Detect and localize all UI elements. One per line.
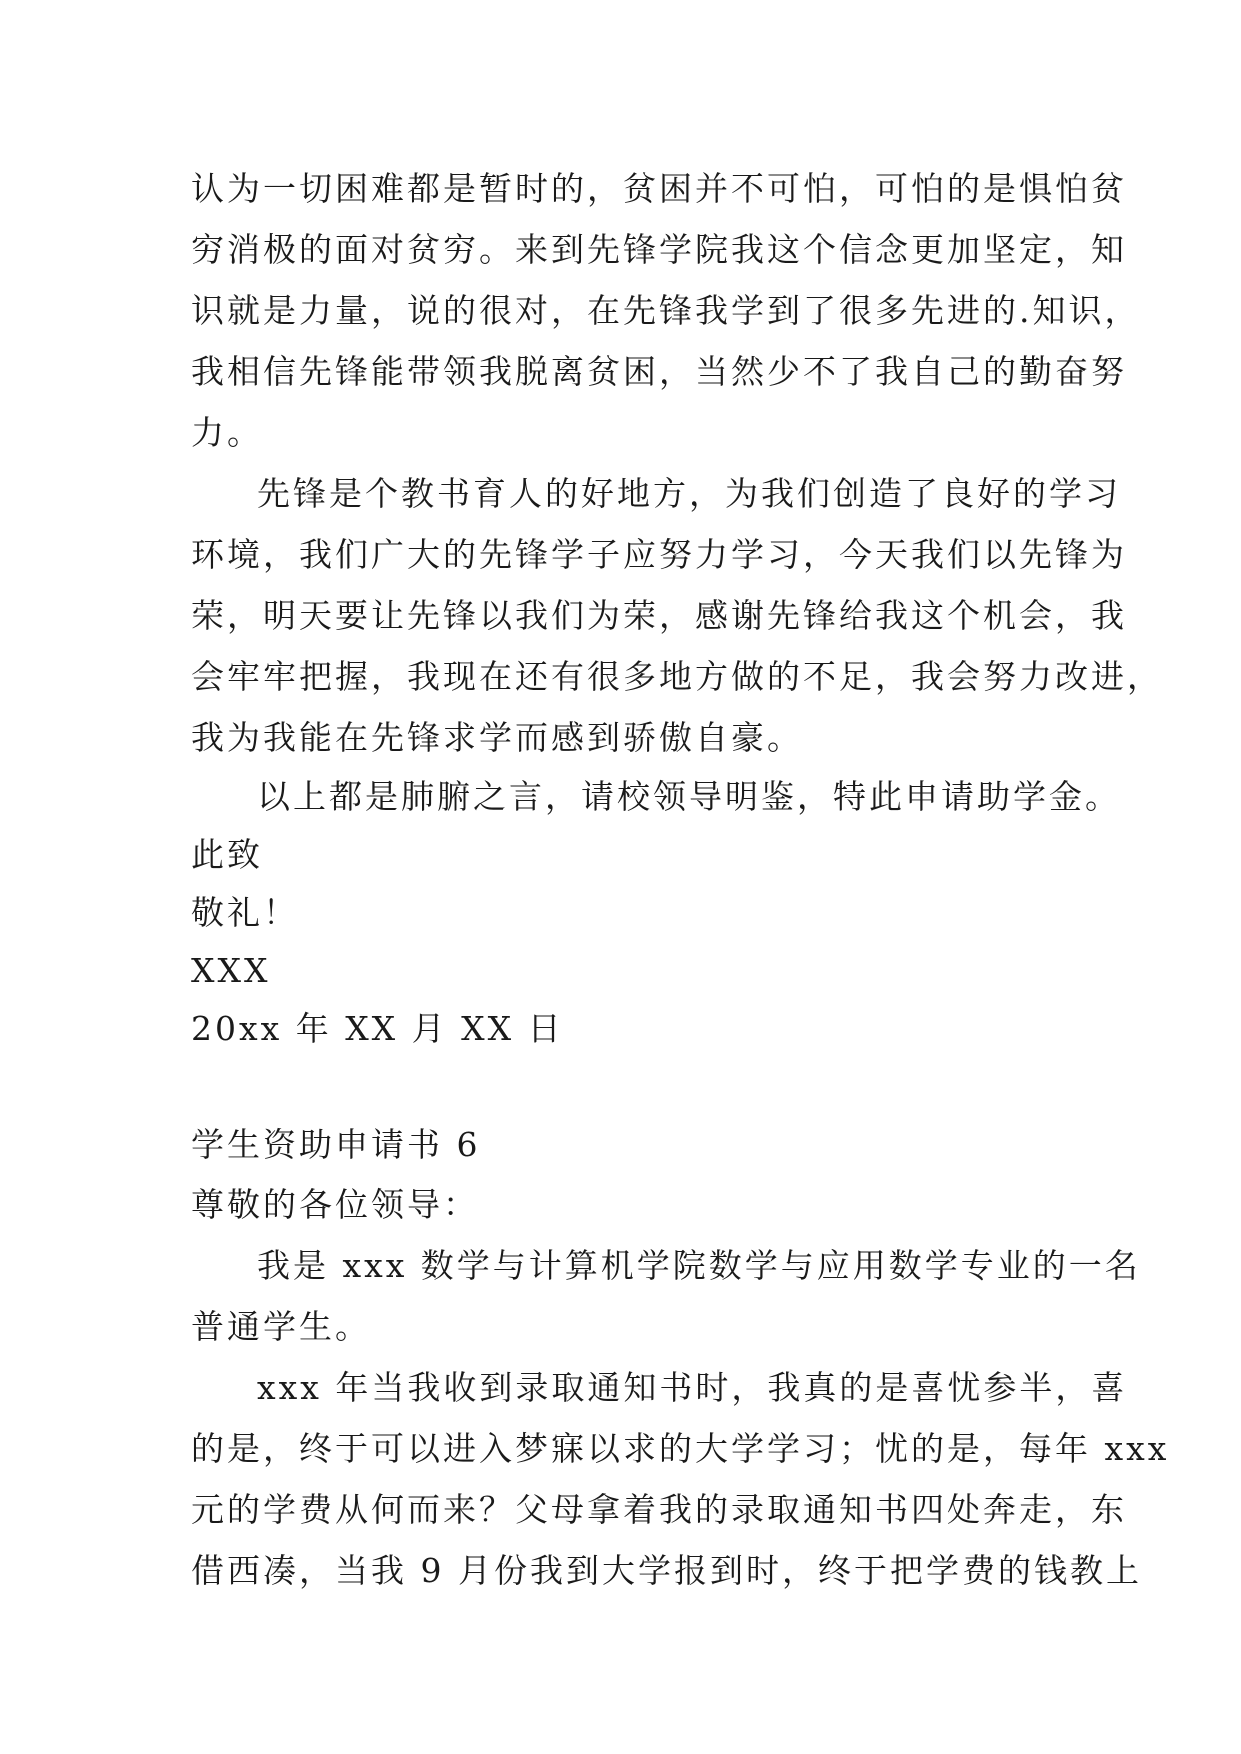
paragraph-5: [191, 1357, 1170, 1601]
section-gap: [191, 1058, 1071, 1116]
document-body: [191, 158, 1170, 1601]
text-line: 普通学生。: [191, 1307, 371, 1346]
date: 20xx 年 XX 月 XX 日: [191, 1009, 564, 1048]
text-line: 荣，明天要让先锋以我们为荣，感谢先锋给我这个机会，我: [191, 596, 1127, 635]
paragraph-2: [191, 463, 1163, 768]
text-line: 先锋是个教书育人的好地方，为我们创造了良好的学习: [257, 474, 1121, 513]
paragraph-3: 以上都是肺腑之言，请校领导明鉴，特此申请助学金。: [257, 777, 1121, 816]
text-line: 认为一切困难都是暂时的，贫困并不可怕，可怕的是惧怕贫: [191, 169, 1127, 208]
text-line: 我是 xxx 数学与计算机学院数学与应用数学专业的一名: [257, 1246, 1141, 1285]
paragraph-1: [191, 158, 1141, 463]
text-line: 识就是力量，说的很对，在先锋我学到了很多先进的.知识，: [191, 291, 1141, 330]
signature: XXX: [191, 951, 271, 990]
closing-line-2: 敬礼！: [191, 893, 299, 932]
text-line: 我相信先锋能带领我脱离贫困，当然少不了我自己的勤奋努: [191, 352, 1127, 391]
text-line: 会牢牢把握，我现在还有很多地方做的不足，我会努力改进，: [191, 657, 1163, 696]
text-line: 穷消极的面对贫穷。来到先锋学院我这个信念更加坚定，知: [191, 230, 1127, 269]
text-line: 环境，我们广大的先锋学子应努力学习，今天我们以先锋为: [191, 535, 1127, 574]
text-line: xxx 年当我收到录取通知书时，我真的是喜忧参半，喜: [257, 1368, 1128, 1407]
text-line: 元的学费从何而来？父母拿着我的录取通知书四处奔走，东: [191, 1490, 1127, 1529]
text-line: 借西凑，当我 9 月份我到大学报到时，终于把学费的钱教上: [191, 1551, 1142, 1590]
text-line: 的是，终于可以进入梦寐以求的大学学习；忧的是，每年 xxx: [191, 1429, 1170, 1468]
paragraph-4: [191, 1235, 1141, 1357]
salutation: 尊敬的各位领导：: [191, 1185, 479, 1224]
text-line: 力。: [191, 413, 263, 452]
closing-line-1: 此致: [191, 835, 263, 874]
text-line: 我为我能在先锋求学而感到骄傲自豪。: [191, 718, 803, 757]
section-title: 学生资助申请书 6: [191, 1125, 481, 1164]
